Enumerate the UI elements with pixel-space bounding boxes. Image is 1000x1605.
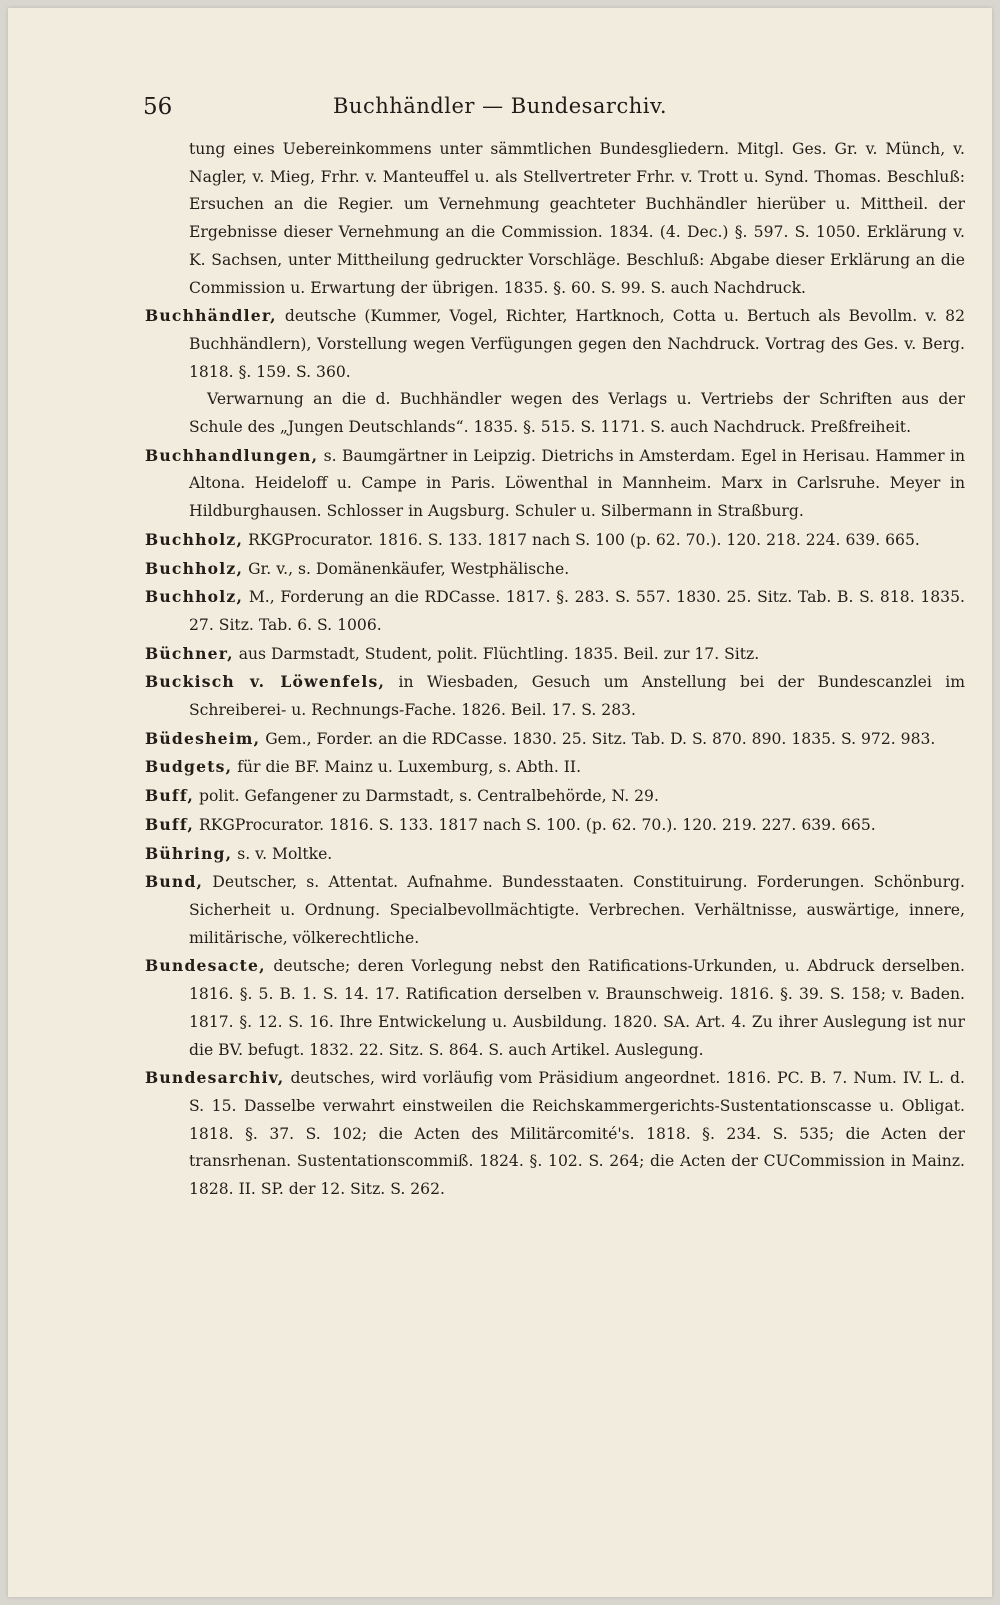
entry-text: Gr. v., s. Domänenkäufer, Westphälische. <box>248 559 570 578</box>
index-entry <box>145 442 965 526</box>
entry-headword: Bund, <box>145 872 204 892</box>
entry-text: RKGProcurator. 1816. S. 133. 1817 nach S. 100. (p. 62. 70.). 120. 219. 227. 639. 665. <box>199 815 876 834</box>
entry-headword: Buff, <box>145 786 195 806</box>
index-entry <box>145 526 965 555</box>
entry-text: s. Baumgärtner in Leipzig. Dietrichs in Amsterdam. Egel in Herisau. Hammer in Altona. Heideloff u. Campe in Paris. Löwenthal in Mannheim. Marx in Carlsruhe. Meyer in Hildburghausen. Schlosser in Augsburg. Schuler u. Silbermann in Straßburg. <box>189 446 965 521</box>
running-head: Buchhändler — Bundesarchiv. <box>332 94 668 118</box>
entry-text: deutsche (Kummer, Vogel, Richter, Hartknoch, Cotta u. Bertuch als Bevollm. v. 82 Buchhändlern), Vorstellung wegen Verfügungen gegen den Nachdruck. Vortrag des Ges. v. Berg. 1818. §. 159. S. 360. <box>189 307 965 381</box>
index-entry <box>145 725 965 754</box>
entry-headword: Buchholz, <box>145 529 244 549</box>
index-entry <box>145 386 965 441</box>
entry-text: s. v. Moltke. <box>237 844 333 863</box>
index-entry <box>145 668 965 724</box>
index-entry <box>145 640 965 669</box>
entry-text: Gem., Forder. an die RDCasse. 1830. 25. Sitz. Tab. D. S. 870. 890. 1835. S. 972. 983. <box>265 729 936 748</box>
entry-headword: Buckisch v. Löwenfels, <box>145 672 386 692</box>
entry-text: für die BF. Mainz u. Luxemburg, s. Abth. II. <box>237 758 582 777</box>
entry-headword: Buchholz, <box>145 558 244 578</box>
entry-headword: Budgets, <box>145 757 233 777</box>
entry-headword: Bühring, <box>145 843 233 863</box>
page-number: 56 <box>143 94 173 120</box>
entry-text: Verwarnung an die d. Buchhändler wegen des Verlags u. Vertriebs der Schriften aus der Schule des „Jungen Deutschlands“. 1835. §. 515. S. 1171. S. auch Nachdruck. Preßfreiheit. <box>189 390 965 437</box>
index-entry <box>145 583 965 639</box>
entry-text: Deutscher, s. Attentat. Aufnahme. Bundesstaaten. Constituirung. Forderungen. Schönburg. Sicherheit u. Ordnung. Specialbevollmächtigte. Verbrechen. Verhältnisse, auswärtige, innere, militärische, völkerechtliche. <box>189 873 965 947</box>
entry-headword: Buchholz, <box>145 587 244 607</box>
index-entries <box>145 136 965 1204</box>
index-entry <box>145 555 965 584</box>
entry-text: deutsche; deren Vorlegung nebst den Ratifications-Urkunden, u. Abdruck derselben. 1816. §. 5. B. 1. S. 14. 17. Ratification derselben v. Braunschweig. 1816. §. 39. S. 158; v. Baden. 1817. §. 12. S. 16. Ihre Entwickelung u. Ausbildung. 1820. SA. Art. 4. Zu ihrer Auslegung ist nur die BV. befugt. 1832. 22. Sitz. S. 864. S. auch Artikel. Auslegung. <box>189 957 965 1059</box>
index-entry <box>145 952 965 1064</box>
entry-text: aus Darmstadt, Student, polit. Flüchtling. 1835. Beil. zur 17. Sitz. <box>238 644 760 663</box>
entry-headword: Buff, <box>145 814 195 834</box>
entry-headword: Bundesarchiv, <box>145 1068 285 1088</box>
entry-text: deutsches, wird vorläufig vom Präsidium angeordnet. 1816. PC. B. 7. Num. IV. L. d. S. 15. Dasselbe verwahrt einstweilen die Reichskammergerichts-Sustentationscasse u. Obligat. 1818. §. 37. S. 102; die Acten des Militärcomité's. 1818. §. 234. S. 535; die Acten der transrhenan. Sustentationscommiß. 1824. §. 102. S. 264; die Acten der CUCommission in Mainz. 1828. II. SP. der 12. Sitz. S. 262. <box>189 1069 965 1199</box>
entry-headword: Buchhändler, <box>145 306 277 326</box>
index-entry <box>145 136 965 302</box>
index-entry <box>145 811 965 840</box>
book-page <box>8 8 992 1597</box>
index-entry <box>145 302 965 386</box>
entry-text: in Wiesbaden, Gesuch um Anstellung bei der Bundescanzlei im Schreiberei- u. Rechnungs-Fache. 1826. Beil. 17. S. 283. <box>189 673 965 720</box>
entry-headword: Büchner, <box>145 643 234 663</box>
entry-text: RKGProcurator. 1816. S. 133. 1817 nach S. 100 (p. 62. 70.). 120. 218. 224. 639. 665. <box>248 530 920 549</box>
index-entry <box>145 1064 965 1204</box>
index-entry <box>145 782 965 811</box>
entry-headword: Buchhandlungen, <box>145 445 319 465</box>
index-entry <box>145 840 965 869</box>
index-entry <box>145 753 965 782</box>
entry-headword: Bundesacte, <box>145 956 266 976</box>
entry-text: tung eines Uebereinkommens unter sämmtlichen Bundesgliedern. Mitgl. Ges. Gr. v. Münch, v. Nagler, v. Mieg, Frhr. v. Manteuffel u. als Stellvertreter Frhr. v. Trott u. Synd. Thomas. Beschluß: Ersuchen an die Regier. um Vernehmung geachteter Buchhändler hierüber u. Mittheil. der Ergebnisse dieser Vernehmung an die Commission. 1834. (4. Dec.) §. 597. S. 1050. Erklärung v. K. Sachsen, unter Mittheilung gedruckter Vorschläge. Beschluß: Abgabe dieser Erklärung an die Commission u. Erwartung der übrigen. 1835. §. 60. S. 99. S. auch Nachdruck. <box>189 140 965 297</box>
index-entry <box>145 868 965 952</box>
entry-text: polit. Gefangener zu Darmstadt, s. Centralbehörde, N. 29. <box>199 787 659 806</box>
entry-text: M., Forderung an die RDCasse. 1817. §. 283. S. 557. 1830. 25. Sitz. Tab. B. S. 818. 1835. 27. Sitz. Tab. 6. S. 1006. <box>189 588 965 634</box>
entry-headword: Büdesheim, <box>145 728 261 748</box>
